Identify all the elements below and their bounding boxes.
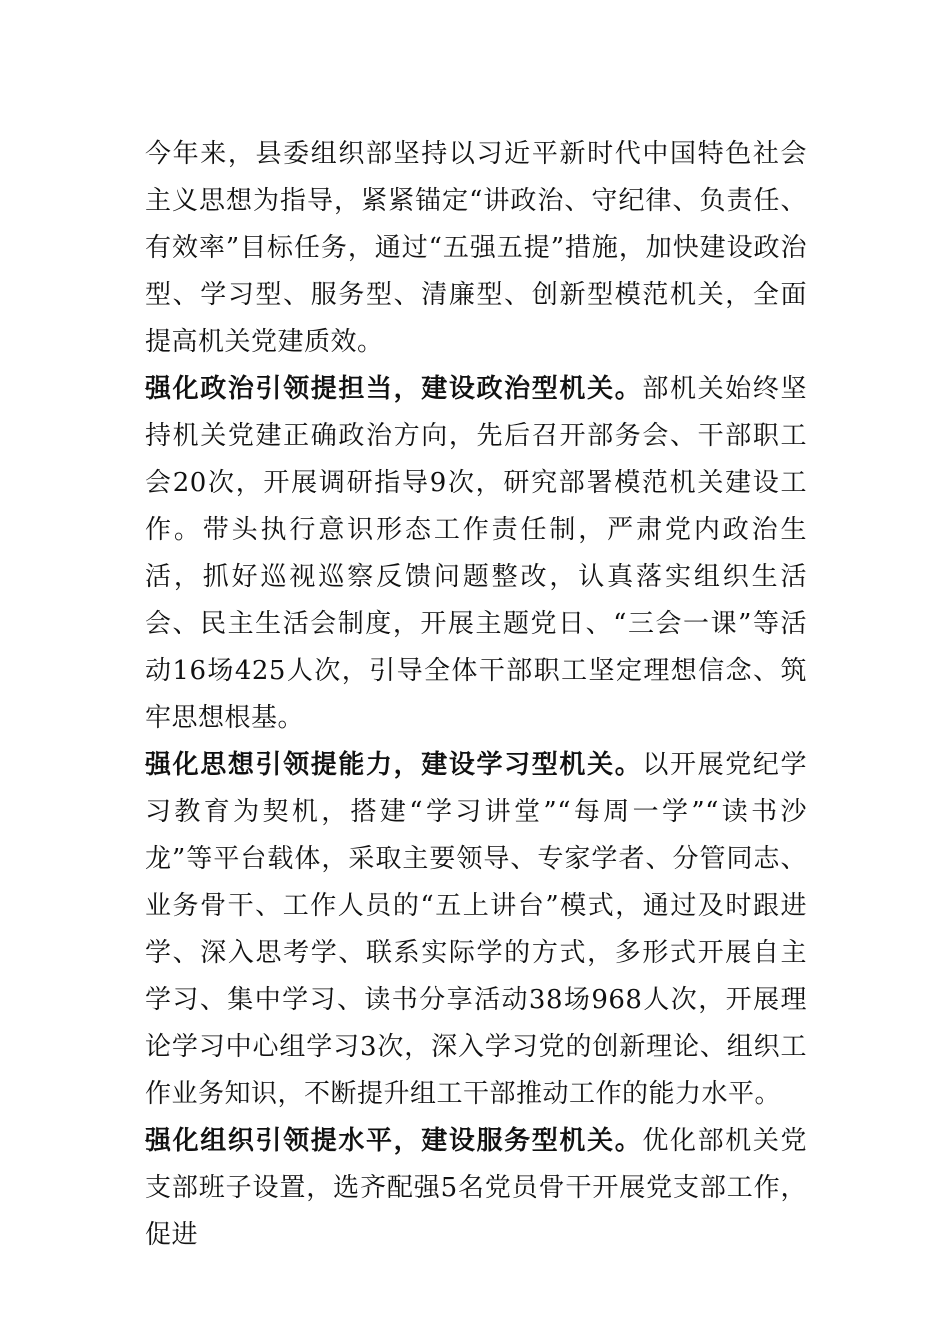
section-political bbox=[145, 366, 807, 742]
section-heading-political: 强化政治引领提担当，建设政治型机关。 bbox=[145, 374, 643, 404]
intro-paragraph bbox=[145, 131, 807, 366]
section-heading-service: 强化组织引领提水平，建设服务型机关。 bbox=[145, 1126, 643, 1156]
section-service bbox=[145, 1118, 807, 1259]
section-body-learning: 以开展党纪学习教育为契机，搭建“学习讲堂”“每周一学”“读书沙龙”等平台载体，采取主要领导、专家学者、分管同志、业务骨干、工作人员的“五上讲台”模式，通过及时跟进学、深入思考学、联系实际学的方式，多形式开展自主学习、集中学习、读书分享活动38场968人次，开展理论学习中心组学习3次，深入学习党的创新理论、组织工作业务知识，不断提升组工干部推动工作的能力水平。 bbox=[145, 750, 807, 1109]
section-body-political: 部机关始终坚持机关党建正确政治方向，先后召开部务会、干部职工会20次，开展调研指导9次，研究部署模范机关建设工作。带头执行意识形态工作责任制，严肃党内政治生活，抓好巡视巡察反馈问题整改，认真落实组织生活会、民主生活会制度，开展主题党日、“三会一课”等活动16场425人次，引导全体干部职工坚定理想信念、筑牢思想根基。 bbox=[145, 374, 807, 733]
section-heading-learning: 强化思想引领提能力，建设学习型机关。 bbox=[145, 750, 643, 780]
document-body bbox=[145, 131, 807, 1259]
section-learning bbox=[145, 742, 807, 1118]
intro-text: 今年来，县委组织部坚持以习近平新时代中国特色社会主义思想为指导，紧紧锚定“讲政治、守纪律、负责任、有效率”目标任务，通过“五强五提”措施，加快建设政治型、学习型、服务型、清廉型、创新型模范机关，全面提高机关党建质效。 bbox=[145, 139, 807, 357]
section-body-service: 优化部机关党支部班子设置，选齐配强5名党员骨干开展党支部工作，促进 bbox=[145, 1126, 807, 1250]
